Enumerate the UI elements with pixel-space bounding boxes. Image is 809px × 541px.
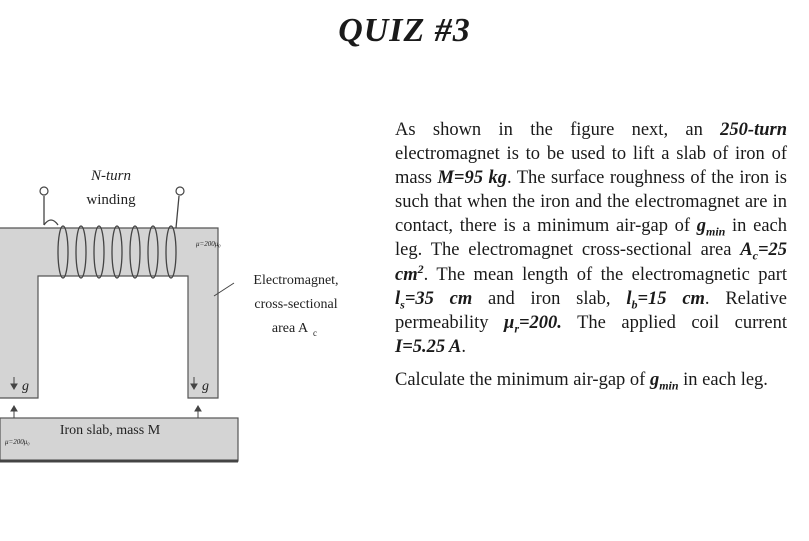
problem-paragraph: As shown in the figure next, an 250-turn electromagnet is to be used to lift a slab of iron of mass M=95 kg. The surface roughness of the iron is such that when the iron and the electromagnet are in contact, there is a minimum air-gap of $g_{min}$ in each leg. The electromagnet cross-sectional area $A_c=25$ $cm^2$. The mean length of the electromagnetic part $l_s=35$ cm and iron slab, $l_b=15$ cm. Relative permeability $\mu_r=200$. The applied coil current I=5.25 A. <box>395 120 787 357</box>
area-value: $A_c=25$ $cm^2$ <box>395 240 787 285</box>
lb-value: $l_b=15$ cm <box>626 288 705 312</box>
problem-statement <box>395 118 787 401</box>
core-label-sub: c <box>313 328 317 338</box>
slab-mu-label: μ=200μ₀ <box>5 438 30 446</box>
current-value: I=5.25 A <box>395 336 462 357</box>
winding-label-line1: N-turn <box>90 168 132 184</box>
question-paragraph: Calculate the minimum air-gap of $g_{min}$ in each leg. <box>395 369 768 393</box>
gap-label-left: g <box>22 379 29 394</box>
gmin-symbol: $g_{min}$ <box>696 216 726 240</box>
gap-label-right: g <box>202 379 209 394</box>
winding-label-line2: winding <box>86 192 136 208</box>
turns-value: 250-turn <box>720 120 787 140</box>
core-label-line2: cross-sectional <box>254 297 338 312</box>
quiz-title: QUIZ #3 <box>338 12 471 49</box>
electromagnet-figure <box>0 100 380 480</box>
mu-value: $\mu_r=200$. <box>504 312 562 336</box>
slab-label: Iron slab, mass M <box>59 423 161 438</box>
core-label-line1: Electromagnet, <box>253 273 339 288</box>
gap-markers <box>11 377 201 418</box>
electromagnet-core <box>0 228 218 398</box>
electromagnet-diagram <box>0 100 380 480</box>
gmin-symbol-2: $g_{min}$ <box>649 369 679 393</box>
mass-value: M=95 kg <box>437 168 507 189</box>
core-mu-label: μ=200μ₀ <box>196 240 221 248</box>
core-label-line3: area A <box>271 321 309 336</box>
winding-terminal-right <box>176 187 184 195</box>
ls-value: $l_s=35$ cm <box>395 288 473 312</box>
winding-terminal-left <box>40 187 48 195</box>
